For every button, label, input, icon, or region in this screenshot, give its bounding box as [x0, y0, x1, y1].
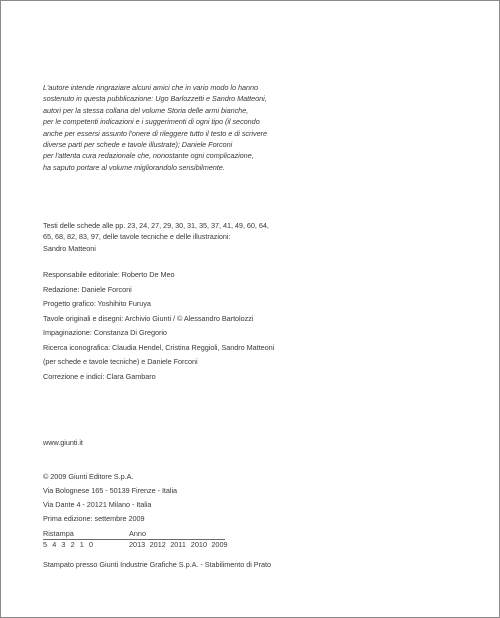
- address-milano: Via Dante 4 - 20121 Milano - Italia: [43, 500, 152, 509]
- acknowledgements-line: per le competenti indicazioni e i suggerimenti di ogni tipo (il secondo: [43, 117, 260, 127]
- acknowledgements-line: sostenuto in questa pubblicazione: Ugo Barlozzetti e Sandro Matteoni,: [43, 94, 267, 104]
- reprint-year: 2011: [170, 540, 186, 549]
- copyright-block: [43, 471, 177, 513]
- reprint-years: [129, 540, 232, 550]
- credit-picture-research: Ricerca iconografica: Claudia Hendel, Cristina Reggioli, Sandro Matteoni: [43, 342, 275, 352]
- reprint-digit: 1: [79, 540, 84, 549]
- reprint-digit: 0: [88, 540, 93, 549]
- website-text[interactable]: www.giunti.it: [43, 438, 83, 447]
- reprint-year: 2009: [211, 540, 228, 549]
- reprint-year: 2010: [190, 540, 208, 549]
- copyright-line: © 2009 Giunti Editore S.p.A.: [43, 472, 134, 481]
- reprint-digit: 3: [61, 540, 66, 549]
- acknowledgements-line: ha saputo portare al volume migliorandolo sensibilmente.: [43, 162, 225, 172]
- credit-editor: Responsabile editoriale: Roberto De Meo: [43, 270, 175, 279]
- texts-credit-line: 65, 68, 82, 83, 97, delle tavole tecniche e delle illustrazioni:: [43, 232, 231, 242]
- reprint-digits: [43, 540, 129, 550]
- credit-picture-research-cont: (per schede e tavole tecniche) e Daniele Forconi: [43, 357, 198, 366]
- year-label: Anno: [129, 529, 147, 538]
- texts-credit-line: Testi delle schede alle pp. 23, 24, 27, 29, 30, 31, 35, 37, 41, 49, 60, 64,: [43, 221, 269, 230]
- credit-illustrations: Tavole originali e disegni: Archivio Giunti / © Alessandro Bartolozzi: [43, 313, 254, 323]
- acknowledgements-line: L'autore intende ringraziare alcuni amici che in vario modo lo hanno: [43, 83, 259, 92]
- address-firenze: Via Bolognese 165 - 50139 Firenze - Italia: [43, 486, 178, 495]
- reprint-digit: 2: [70, 540, 75, 549]
- credit-layout: Impaginazione: Constanza Di Gregorio: [43, 328, 167, 337]
- first-edition: [43, 513, 145, 524]
- texts-credit-author: Sandro Matteoni: [43, 243, 96, 253]
- reprint-table: [43, 529, 232, 550]
- reprint-table-values: [43, 540, 232, 550]
- credit-graphic-design: Progetto grafico: Yoshihito Furuya: [43, 299, 151, 308]
- printer-info: [43, 559, 271, 570]
- acknowledgements-line: diverse parti per schede e tavole illustrate); Daniele Forconi: [43, 140, 233, 150]
- printer-text: Stampato presso Giunti Industrie Grafiche S.p.A. - Stabilimento di Prato: [43, 560, 271, 569]
- acknowledgements-line: autori per la stessa collana del volume Storia delle armi bianche,: [43, 105, 249, 115]
- reprint-digit: 4: [52, 540, 57, 549]
- reprint-year: 2013: [129, 540, 146, 549]
- reprint-table-header: [43, 529, 225, 540]
- acknowledgements-paragraph: [43, 82, 267, 173]
- credit-redazione: Redazione: Daniele Forconi: [43, 284, 132, 294]
- texts-credit-paragraph: [43, 220, 269, 254]
- first-edition-text: Prima edizione: settembre 2009: [43, 514, 145, 523]
- credit-proofreading: Correzione e indici: Clara Gambaro: [43, 371, 156, 381]
- acknowledgements-line: anche per essersi assunto l'onere di rileggere tutto il testo e di scrivere: [43, 128, 267, 138]
- reprint-label: Ristampa: [43, 529, 74, 538]
- website-link[interactable]: [43, 437, 83, 448]
- acknowledgements-line: per l'attenta cura redazionale che, nonostante ogni complicazione,: [43, 151, 254, 161]
- reprint-year: 2012: [149, 540, 166, 549]
- reprint-digit: 5: [43, 540, 48, 549]
- editorial-credits: [43, 269, 274, 385]
